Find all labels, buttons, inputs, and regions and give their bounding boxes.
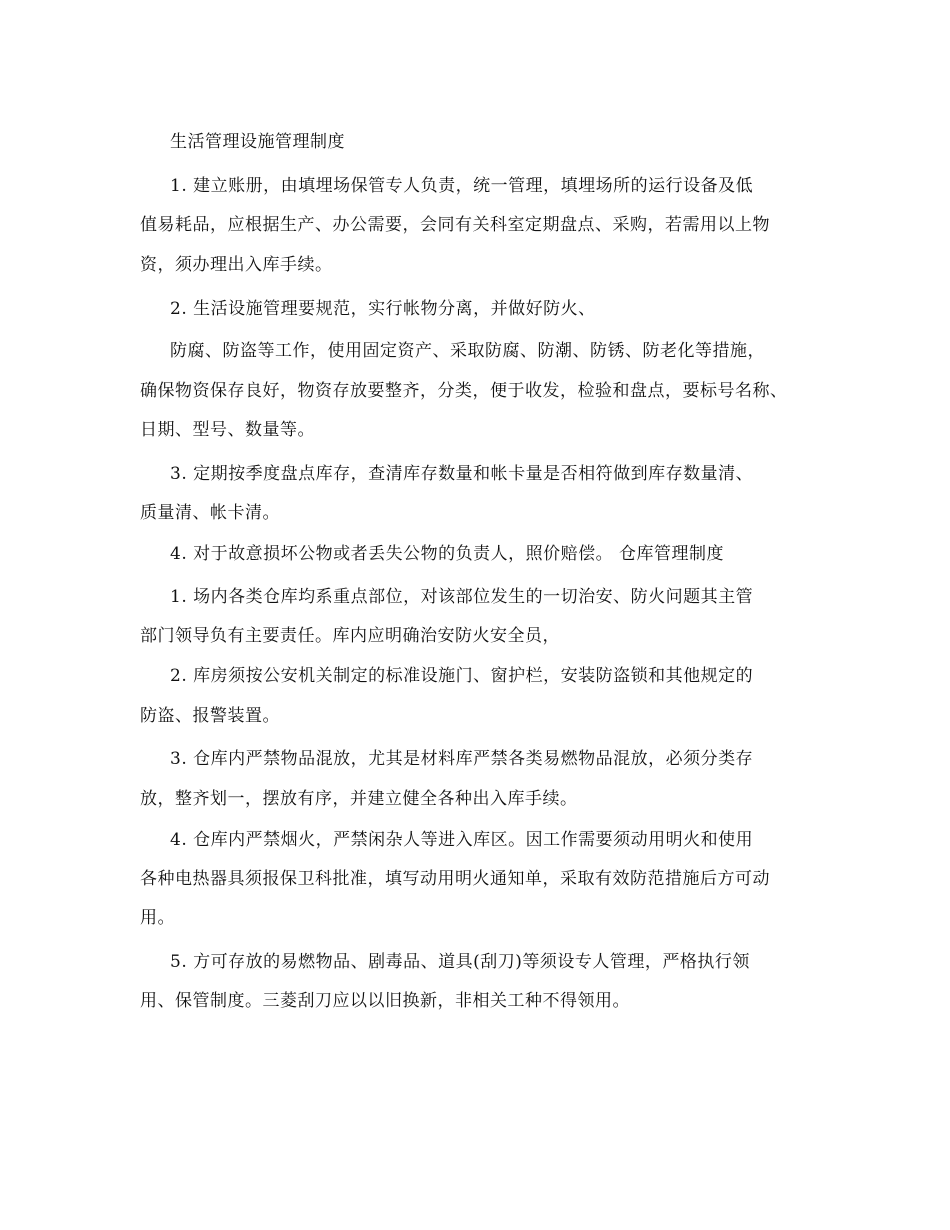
paragraph-line: 5. 方可存放的易燃物品、剧毒品、道具(刮刀)等须设专人管理，严格执行领 — [170, 952, 750, 972]
paragraph-line: 资，须办理出入库手续。 — [140, 255, 333, 275]
paragraph-line: 用。 — [140, 908, 175, 928]
paragraph-line: 用、保管制度。三菱刮刀应以以旧换新，非相关工种不得领用。 — [140, 991, 630, 1011]
paragraph-line: 4. 仓库内严禁烟火，严禁闲杂人等进入库区。因工作需要须动用明火和使用 — [170, 830, 754, 850]
paragraph-line: 1. 建立账册，由填埋场保管专人负责，统一管理，填埋场所的运行设备及低 — [170, 176, 754, 196]
paragraph-line: 3. 定期按季度盘点库存，查清库存数量和帐卡量是否相符做到库存数量清、 — [170, 464, 754, 484]
paragraph-line: 各种电热器具须报保卫科批准，填写动用明火通知单，采取有效防范措施后方可动 — [140, 869, 770, 889]
paragraph-line: 防腐、防盗等工作，使用固定资产、采取防腐、防潮、防锈、防老化等措施， — [170, 341, 765, 361]
paragraph-line: 2. 生活设施管理要规范，实行帐物分离，并做好防火、 — [170, 299, 596, 319]
paragraph-line: 3. 仓库内严禁物品混放，尤其是材料库严禁各类易燃物品混放，必须分类存 — [170, 749, 754, 769]
paragraph-line: 日期、型号、数量等。 — [140, 420, 315, 440]
paragraph-line: 值易耗品，应根据生产、办公需要，会同有关科室定期盘点、采购，若需用以上物 — [140, 215, 770, 235]
section-title-living-facilities: 生活管理设施管理制度 — [170, 132, 345, 152]
paragraph-line: 放，整齐划一，摆放有序，并建立健全各种出入库手续。 — [140, 789, 578, 809]
paragraph-line: 1. 场内各类仓库均系重点部位，对该部位发生的一切治安、防火问题其主管 — [170, 587, 754, 607]
paragraph-line: 2. 库房须按公安机关制定的标准设施门、窗护栏，安装防盗锁和其他规定的 — [170, 666, 754, 686]
paragraph-line-with-warehouse-title: 4. 对于故意损坏公物或者丢失公物的负责人，照价赔偿。 仓库管理制度 — [170, 544, 725, 564]
paragraph-line: 质量清、帐卡清。 — [140, 503, 280, 523]
paragraph-line: 部门领导负有主要责任。库内应明确治安防火安全员， — [140, 626, 560, 646]
paragraph-line: 防盗、报警装置。 — [140, 706, 280, 726]
paragraph-line: 确保物资保存良好，物资存放要整齐，分类，便于收发，检验和盘点，要标号名称、 — [140, 381, 788, 401]
